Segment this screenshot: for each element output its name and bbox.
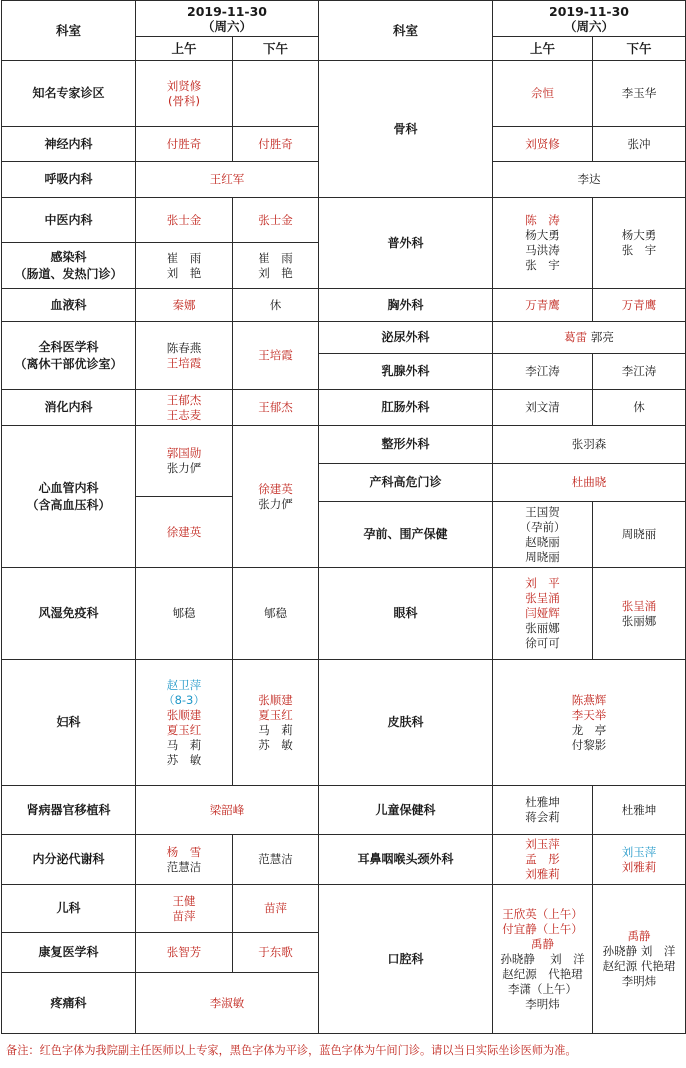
doctor-name: 刘文清: [525, 400, 560, 414]
full-day-slot: [493, 322, 686, 354]
morning-slot: [136, 497, 233, 568]
department-label: 乳腺外科: [381, 364, 430, 378]
doctor-name: （孕前）: [519, 519, 566, 534]
department-name: [319, 885, 493, 1034]
doctor-name: 赵卫萍: [166, 677, 202, 692]
morning-slot: [136, 835, 233, 885]
afternoon-slot: [593, 198, 686, 289]
doctor-name: 王郁杰: [166, 392, 202, 407]
doctor-name: 蒋会莉: [525, 810, 560, 824]
date-header: [493, 1, 686, 37]
doctor-name: 张呈涌: [525, 591, 560, 605]
afternoon-label: 下午: [626, 41, 652, 56]
department-label: 皮肤科: [387, 715, 424, 729]
department-label: 肛肠外科: [381, 400, 430, 414]
doctor-name: 马 莉: [166, 737, 202, 752]
department-label: （含高血压科）: [26, 497, 111, 512]
department-label: （肠道、发热门诊）: [14, 266, 123, 281]
morning-slot: [136, 61, 233, 127]
date-label: 2019-11-30: [187, 3, 267, 19]
afternoon-slot: [233, 426, 319, 568]
doctor-name: 禹静: [531, 936, 554, 951]
department-label: 康复医学科: [38, 945, 99, 959]
department-label: 妇科: [56, 715, 81, 729]
morning-header: [136, 37, 233, 61]
department-header-label: 科室: [55, 23, 81, 38]
department-label: 神经内科: [44, 136, 93, 151]
morning-slot: [136, 289, 233, 322]
afternoon-label: 下午: [262, 41, 288, 56]
department-name: [2, 660, 136, 786]
morning-header: [493, 37, 593, 61]
doctor-name: 王国贺: [525, 504, 560, 519]
department-header-label: 科室: [392, 23, 418, 38]
doctor-name: 秦娜: [172, 297, 196, 312]
department-label: 整形外科: [381, 437, 430, 451]
doctor-name: 杨 雪: [166, 844, 202, 859]
department-name: [319, 568, 493, 660]
doctor-name: 刘 平: [525, 576, 560, 590]
doctor-name: 张 宇: [525, 258, 560, 272]
doctor-name: 王欣英（上午）: [502, 906, 583, 921]
doctor-name: 陈 涛: [525, 213, 560, 227]
department-name: [2, 243, 136, 289]
doctor-name: 万青鹰: [525, 297, 560, 312]
afternoon-slot: [233, 390, 319, 426]
department-name: [319, 660, 493, 786]
morning-slot: [493, 786, 593, 835]
doctor-name: 禹静: [627, 929, 651, 943]
doctor-name: 葛雷: [564, 330, 591, 344]
doctor-name: 周晓丽: [525, 549, 560, 564]
doctor-name: 刘 艳: [258, 265, 293, 280]
doctor-name: 付胜奇: [166, 136, 202, 151]
doctor-name: 李天举: [571, 707, 607, 722]
morning-slot: [136, 933, 233, 973]
doctor-name: 刘贤修: [525, 136, 560, 151]
department-label: 血液科: [50, 297, 87, 312]
department-name: [319, 835, 493, 885]
doctor-name: 刘雅莉: [621, 859, 657, 874]
department-label: 眼科: [393, 606, 418, 620]
department-name: [2, 568, 136, 660]
department-name: [319, 354, 493, 390]
department-label: 疼痛科: [50, 995, 87, 1010]
department-label: 孕前、围产保健: [363, 527, 448, 541]
morning-slot: [493, 61, 593, 127]
doctor-name: 徐建英: [258, 481, 293, 496]
afternoon-slot: [233, 243, 319, 289]
doctor-name: 赵纪源 代艳珺: [502, 966, 583, 981]
doctor-name: 陈春燕: [166, 340, 202, 355]
doctor-name: 李玉华: [621, 86, 657, 100]
doctor-name: 张力俨: [258, 496, 293, 511]
afternoon-slot: [233, 289, 319, 322]
schedule-table: [1, 0, 686, 1034]
doctor-name: 龙 亭: [571, 722, 607, 737]
weekday-label: （周六）: [201, 18, 252, 34]
department-name: [319, 198, 493, 289]
department-name: [2, 322, 136, 390]
department-name: [319, 502, 493, 568]
department-label: 风湿免疫科: [38, 606, 99, 620]
department-label: 骨科: [393, 121, 418, 136]
doctor-name: 杜雅坤: [621, 802, 657, 817]
department-name: [2, 390, 136, 426]
department-label: 消化内科: [44, 400, 93, 414]
doctor-name: 杨大勇: [525, 228, 560, 242]
department-name: [2, 885, 136, 933]
doctor-name: 李达: [577, 172, 601, 186]
department-label: 胸外科: [387, 297, 424, 312]
doctor-name: 杜雅坤: [525, 795, 560, 809]
doctor-name: 李江涛: [621, 364, 657, 378]
doctor-name: 赵纪源 代艳珺: [602, 959, 676, 973]
doctor-name: 张士金: [258, 212, 293, 227]
doctor-name: 赵晓丽: [525, 534, 560, 549]
doctor-name: 李江涛: [525, 364, 560, 378]
doctor-name: 徐建英: [166, 524, 202, 539]
doctor-name: 休: [269, 297, 282, 312]
footnote: 备注：红色字体为我院副主任医师以上专家，黑色字体为平诊，蓝色字体为午间门诊。请以当日实际坐诊医师为准。: [6, 1044, 577, 1057]
doctor-name: 张顺建: [166, 707, 202, 722]
doctor-name: 崔 雨: [166, 250, 202, 265]
doctor-name: 夏玉红: [258, 707, 293, 722]
department-label: 口腔科: [387, 951, 424, 966]
morning-slot: [136, 198, 233, 243]
doctor-name: 付胜奇: [258, 136, 293, 151]
department-label: 儿童保健科: [375, 802, 436, 817]
department-name: [2, 289, 136, 322]
doctor-name: 李明炜: [621, 974, 657, 988]
date-label: 2019-11-30: [549, 3, 629, 19]
morning-slot: [493, 568, 593, 660]
doctor-name: 刘 艳: [166, 265, 202, 280]
doctor-name: 孙晓静 刘 洋: [602, 944, 676, 958]
doctor-name: 苏 敏: [258, 737, 293, 752]
department-label: 儿科: [56, 901, 81, 915]
doctor-name: 徐可可: [525, 636, 560, 650]
afternoon-slot: [233, 198, 319, 243]
department-label: 感染科: [50, 249, 87, 264]
afternoon-slot: [233, 322, 319, 390]
doctor-name: 范慧洁: [258, 852, 293, 866]
doctor-name: 张丽娜: [525, 621, 560, 635]
doctor-name: 王红军: [209, 172, 245, 186]
department-name: [319, 390, 493, 426]
afternoon-slot: [233, 61, 319, 127]
doctor-name: 梁韶峰: [209, 802, 245, 817]
doctor-name: 郇稳: [172, 606, 196, 620]
department-name: [2, 162, 136, 198]
doctor-name: 郭国勋: [166, 446, 202, 460]
department-label: 耳鼻咽喉头颈外科: [357, 852, 454, 866]
doctor-name: 张智芳: [166, 945, 202, 959]
department-label: 泌尿外科: [381, 330, 430, 344]
full-day-slot: [493, 426, 686, 464]
morning-slot: [493, 127, 593, 162]
morning-slot: [136, 322, 233, 390]
doctor-name: 佘恒: [531, 86, 554, 100]
doctor-group: [564, 330, 614, 345]
doctor-name: 王健: [172, 893, 196, 908]
afternoon-slot: [593, 568, 686, 660]
full-day-slot: [136, 973, 319, 1034]
afternoon-header: [593, 37, 686, 61]
doctor-name: 张丽娜: [621, 613, 657, 628]
weekday-label: （周六）: [563, 18, 614, 34]
department-name: [319, 289, 493, 322]
doctor-name: 张 宇: [621, 243, 657, 257]
morning-slot: [493, 390, 593, 426]
department-label: 心血管内科: [38, 480, 99, 495]
morning-slot: [136, 885, 233, 933]
doctor-name: 张力俨: [166, 461, 202, 475]
department-name: [2, 973, 136, 1034]
doctor-name: 苏 敏: [166, 752, 202, 767]
doctor-name: 于东歌: [258, 945, 293, 959]
date-header: [136, 1, 319, 37]
afternoon-slot: [233, 660, 319, 786]
doctor-name: (骨科): [168, 93, 200, 108]
doctor-name: 杜曲晓: [571, 475, 607, 489]
morning-slot: [136, 568, 233, 660]
department-label: 内分泌代谢科: [32, 852, 105, 866]
doctor-name: 刘雅莉: [525, 867, 560, 881]
afternoon-slot: [593, 786, 686, 835]
doctor-name: 张士金: [166, 212, 202, 227]
department-label: 普外科: [387, 235, 424, 250]
afternoon-slot: [593, 835, 686, 885]
doctor-name: 马 莉: [258, 722, 293, 737]
afternoon-slot: [593, 61, 686, 127]
morning-slot: [136, 390, 233, 426]
doctor-name: 休: [633, 400, 645, 414]
doctor-name: 范慧洁: [166, 859, 202, 874]
morning-slot: [136, 243, 233, 289]
full-day-slot: [136, 786, 319, 835]
morning-slot: [136, 660, 233, 786]
doctor-name: 苗萍: [172, 908, 196, 923]
department-label: 中医内科: [44, 212, 93, 227]
department-name: [319, 61, 493, 198]
doctor-name: 付宜静（上午）: [502, 921, 583, 936]
doctor-name: 刘玉萍: [621, 844, 657, 859]
doctor-name: 张冲: [627, 136, 651, 151]
full-day-slot: [493, 464, 686, 502]
department-name: [319, 426, 493, 464]
afternoon-header: [233, 37, 319, 61]
morning-slot: [136, 127, 233, 162]
department-name: [319, 322, 493, 354]
morning-slot: [493, 198, 593, 289]
department-header: [2, 1, 136, 61]
department-name: [2, 198, 136, 243]
doctor-name: 王志麦: [166, 407, 202, 422]
department-name: [2, 835, 136, 885]
afternoon-slot: [233, 127, 319, 162]
department-label: 全科医学科: [38, 339, 99, 354]
doctor-name: 夏玉红: [166, 722, 202, 737]
department-header: [319, 1, 493, 61]
afternoon-slot: [233, 568, 319, 660]
doctor-name: 王培霞: [258, 348, 293, 362]
department-name: [2, 933, 136, 973]
full-day-slot: [493, 660, 686, 786]
doctor-name: （8-3）: [163, 692, 205, 707]
department-name: [319, 786, 493, 835]
doctor-name: 万青鹰: [621, 297, 657, 312]
doctor-name: 崔 雨: [258, 250, 293, 265]
doctor-name: 郇稳: [264, 606, 287, 620]
doctor-name: 孙晓静 刘 洋: [500, 951, 585, 966]
department-name: [2, 426, 136, 568]
morning-slot: [493, 502, 593, 568]
morning-slot: [136, 426, 233, 497]
doctor-name: 刘贤修: [166, 78, 202, 93]
afternoon-slot: [593, 354, 686, 390]
afternoon-slot: [233, 835, 319, 885]
department-name: [2, 786, 136, 835]
afternoon-slot: [233, 933, 319, 973]
doctor-name: 张羽森: [571, 437, 607, 451]
doctor-name: 李潇（上午）: [508, 981, 577, 996]
afternoon-slot: [593, 502, 686, 568]
afternoon-slot: [233, 885, 319, 933]
department-label: 呼吸内科: [44, 172, 93, 186]
doctor-name: 闫娅辉: [525, 606, 560, 620]
doctor-name: 郭亮: [590, 330, 614, 344]
department-label: 知名专家诊区: [32, 86, 105, 100]
morning-slot: [493, 885, 593, 1034]
department-label: 肾病器官移植科: [26, 802, 111, 817]
doctor-name: 王郁杰: [258, 400, 293, 414]
afternoon-slot: [593, 127, 686, 162]
full-day-slot: [136, 162, 319, 198]
doctor-name: 孟 彤: [525, 852, 560, 866]
afternoon-slot: [593, 885, 686, 1034]
department-name: [2, 127, 136, 162]
doctor-name: 杨大勇: [621, 228, 657, 242]
doctor-name: 王培霞: [166, 355, 202, 370]
doctor-name: 陈燕辉: [571, 692, 607, 707]
department-label: 产科高危门诊: [369, 475, 442, 489]
morning-slot: [493, 289, 593, 322]
morning-label: 上午: [529, 41, 555, 56]
department-label: （离休干部优诊室）: [14, 356, 123, 371]
morning-slot: [493, 835, 593, 885]
department-name: [319, 464, 493, 502]
doctor-name: 付黎影: [571, 737, 607, 752]
morning-slot: [493, 354, 593, 390]
doctor-name: 苗萍: [264, 901, 287, 915]
morning-label: 上午: [171, 41, 197, 56]
department-name: [2, 61, 136, 127]
afternoon-slot: [593, 390, 686, 426]
doctor-name: 李淑敏: [209, 995, 245, 1010]
doctor-name: 张顺建: [258, 692, 293, 707]
doctor-name: 周晓丽: [621, 527, 657, 541]
doctor-name: 马洪涛: [525, 243, 560, 257]
doctor-name: 刘玉萍: [525, 837, 560, 851]
doctor-name: 张呈涌: [621, 598, 657, 613]
full-day-slot: [493, 162, 686, 198]
afternoon-slot: [593, 289, 686, 322]
doctor-name: 李明炜: [525, 996, 560, 1011]
